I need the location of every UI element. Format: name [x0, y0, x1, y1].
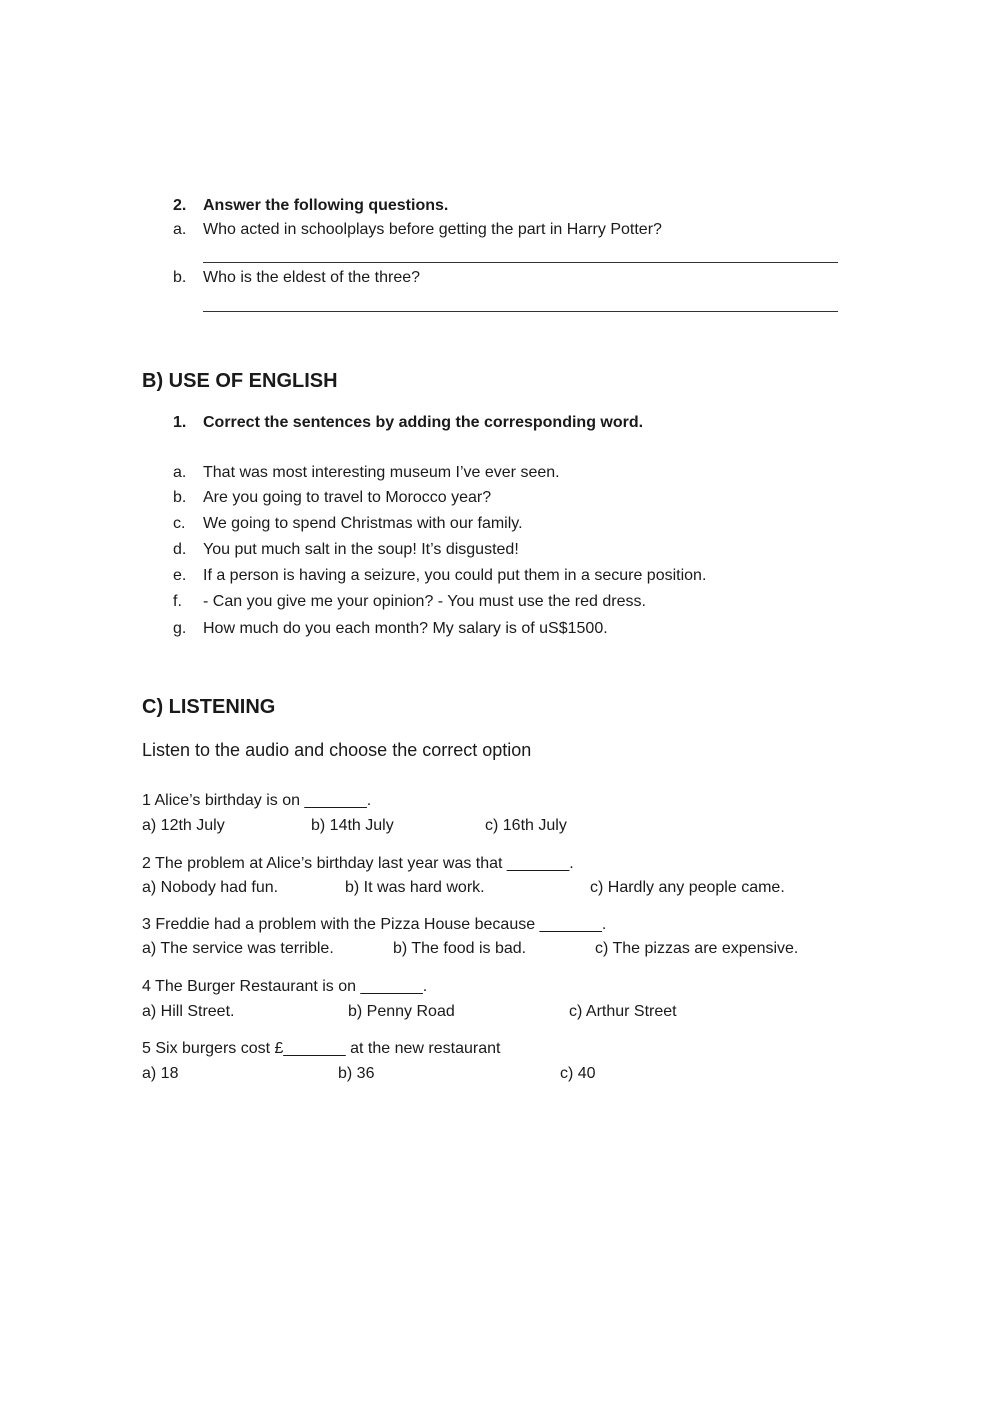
option[interactable]: b) It was hard work.: [345, 879, 485, 896]
option[interactable]: a) Nobody had fun.: [142, 879, 279, 896]
option[interactable]: b) 14th July: [311, 817, 394, 834]
listening-question: 2 The problem at Alice’s birthday last year was that _______.: [142, 855, 574, 872]
q2-title: Answer the following questions.: [203, 197, 449, 214]
option[interactable]: c) Arthur Street: [569, 1003, 677, 1020]
option[interactable]: b) Penny Road: [348, 1003, 455, 1020]
sentence-label: c.: [173, 515, 186, 532]
sentence-label: a.: [173, 464, 187, 481]
sentence-label: d.: [173, 541, 187, 558]
q2a-text: Who acted in schoolplays before getting the part in Harry Potter?: [203, 221, 662, 238]
q2a-answer-line[interactable]: [203, 262, 838, 263]
q2-number: 2.: [173, 197, 187, 214]
listening-question: 1 Alice’s birthday is on _______.: [142, 792, 372, 809]
listening-instruction: Listen to the audio and choose the correct option: [142, 740, 532, 760]
sentence-label: b.: [173, 489, 187, 506]
option[interactable]: b) The food is bad.: [393, 940, 527, 957]
sentence-label: g.: [173, 620, 187, 637]
sentence-text: If a person is having a seizure, you could put them in a secure position.: [203, 567, 707, 584]
sentence-label: e.: [173, 567, 187, 584]
option[interactable]: a) Hill Street.: [142, 1003, 235, 1020]
b-q1-number: 1.: [173, 414, 187, 431]
listening-question: 3 Freddie had a problem with the Pizza House because _______.: [142, 916, 607, 933]
sentence-text: That was most interesting museum I’ve ever seen.: [203, 464, 560, 481]
option[interactable]: b) 36: [338, 1065, 375, 1082]
q2a-label: a.: [173, 221, 187, 238]
sentence-text: How much do you each month? My salary is of uS$1500.: [203, 620, 608, 637]
sentence-text: - Can you give me your opinion? - You must use the red dress.: [203, 593, 646, 610]
option[interactable]: a) 18: [142, 1065, 179, 1082]
q2b-label: b.: [173, 269, 187, 286]
sentence-text: You put much salt in the soup! It’s disgusted!: [203, 541, 519, 558]
b-q1-title: Correct the sentences by adding the corresponding word.: [203, 414, 644, 431]
q2b-text: Who is the eldest of the three?: [203, 269, 421, 286]
listening-question: 5 Six burgers cost £_______ at the new restaurant: [142, 1040, 501, 1057]
sentence-text: Are you going to travel to Morocco year?: [203, 489, 492, 506]
option[interactable]: c) The pizzas are expensive.: [595, 940, 799, 957]
option[interactable]: c) 40: [560, 1065, 596, 1082]
option[interactable]: a) The service was terrible.: [142, 940, 334, 957]
section-b-heading: B) USE OF ENGLISH: [142, 370, 338, 392]
listening-question: 4 The Burger Restaurant is on _______.: [142, 978, 428, 995]
section-c-heading: C) LISTENING: [142, 696, 276, 718]
sentence-text: We going to spend Christmas with our family.: [203, 515, 523, 532]
q2b-answer-line[interactable]: [203, 311, 838, 312]
option[interactable]: c) 16th July: [485, 817, 567, 834]
option[interactable]: c) Hardly any people came.: [590, 879, 785, 896]
sentence-label: f.: [173, 593, 182, 610]
option[interactable]: a) 12th July: [142, 817, 225, 834]
